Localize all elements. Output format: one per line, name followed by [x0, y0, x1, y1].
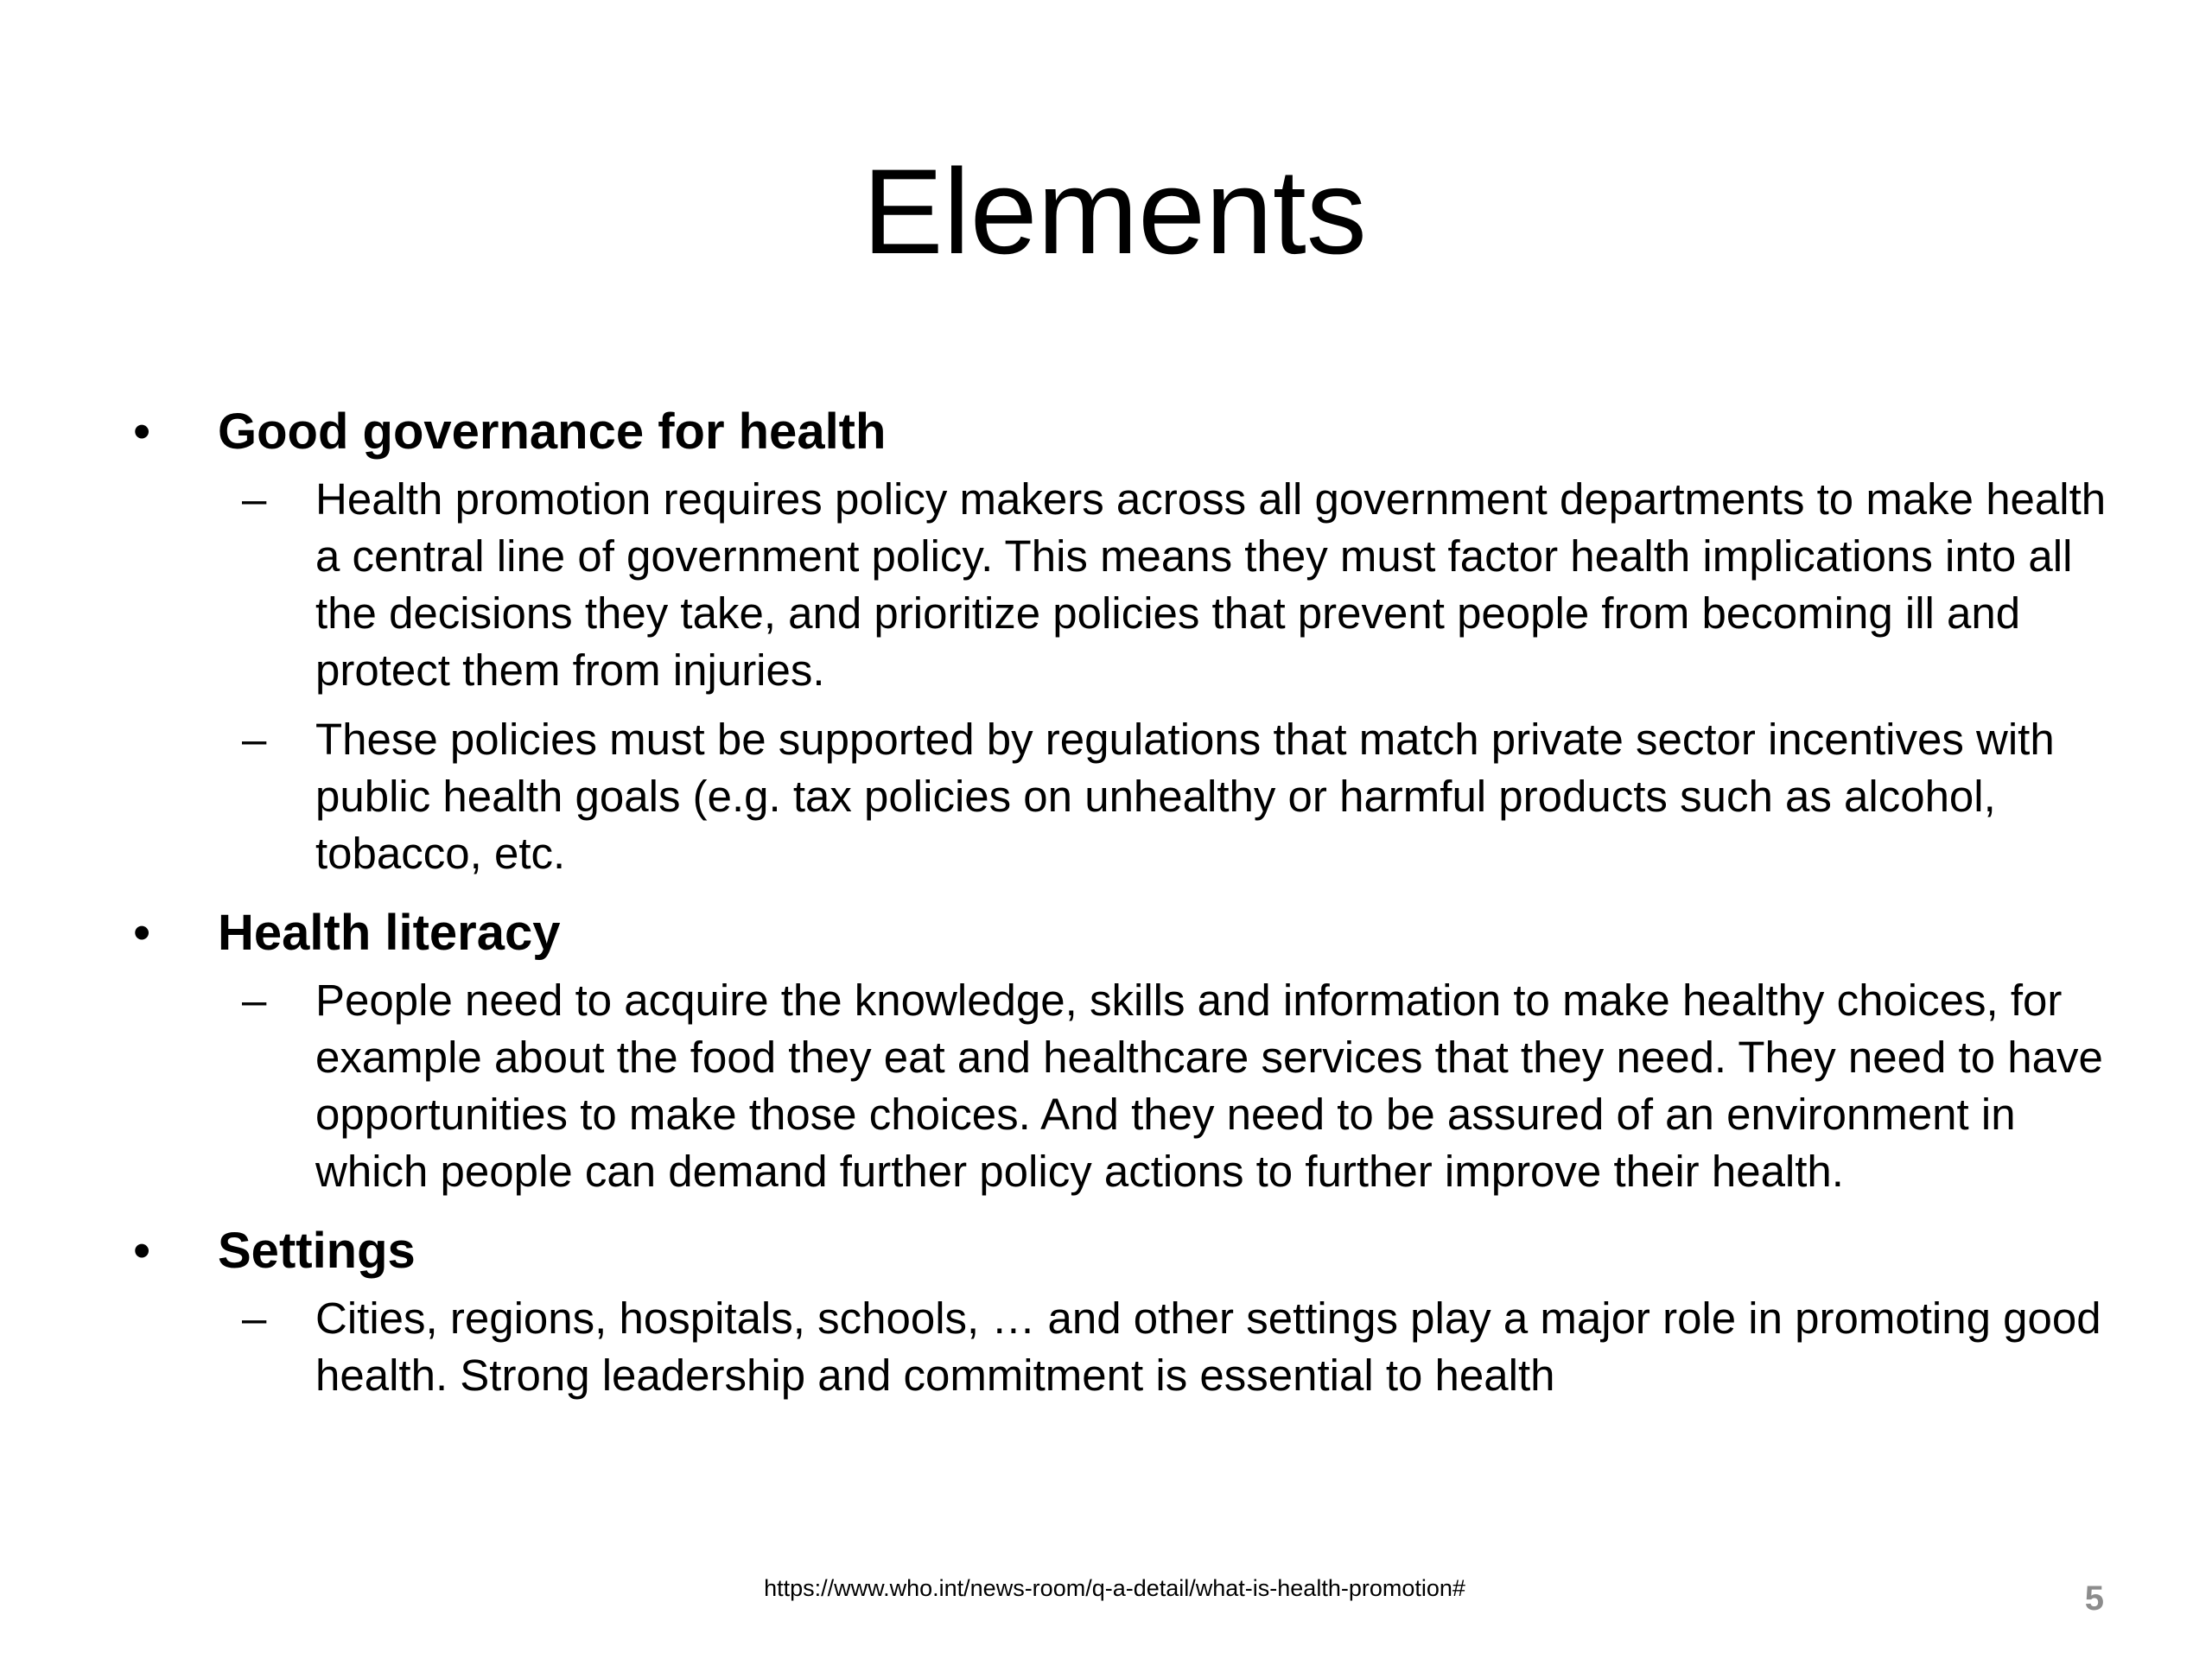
slide-number: 5	[2084, 1580, 2104, 1618]
sub-bullet-text: Cities, regions, hospitals, schools, … and other settings play a major role in promoting good health. Strong leadership and commitment is essential to health	[315, 1294, 2101, 1400]
bullet-dot-icon: •	[133, 905, 151, 961]
bullet-heading-text: Good governance for health	[218, 404, 887, 460]
slide-title: Elements	[862, 143, 1367, 279]
slide-content	[130, 393, 2117, 1416]
bullet-settings	[130, 1212, 2117, 1404]
sub-bullet	[130, 972, 2117, 1200]
bullet-health-literacy	[130, 894, 2117, 1200]
sub-bullet-text: These policies must be supported by regulations that match private sector incentives with public health goals (e.g. tax policies on unhealthy or harmful products such as alcohol, tobacco, etc.	[315, 715, 2055, 878]
bullet-heading	[130, 393, 2117, 471]
dash-icon: –	[242, 474, 267, 524]
bullet-heading-text: Settings	[218, 1223, 416, 1279]
sub-bullet	[130, 1290, 2117, 1404]
sub-bullet	[130, 471, 2117, 699]
sub-bullet	[130, 711, 2117, 882]
sub-bullet-text: Health promotion requires policy makers across all government departments to make health a central line of government policy. This means they must factor health implications into all the decisions they take, and prioritize policies that prevent people from becoming ill and protect them from injuries.	[315, 474, 2107, 695]
bullet-heading	[130, 1212, 2117, 1290]
sub-bullet-text: People need to acquire the knowledge, skills and information to make healthy choices, for example about the food they eat and healthcare services that they need. They need to have opportunities to make those choices. And they need to be assured of an environment in which people can demand further policy actions to further improve their health.	[315, 976, 2103, 1196]
bullet-heading	[130, 894, 2117, 972]
bullet-heading-text: Health literacy	[218, 905, 561, 961]
dash-icon: –	[242, 715, 267, 764]
dash-icon: –	[242, 1294, 267, 1343]
dash-icon: –	[242, 976, 267, 1025]
source-url-link[interactable]: https://www.who.int/news-room/q-a-detail/what-is-health-promotion#	[764, 1575, 1465, 1601]
bullet-dot-icon: •	[133, 404, 151, 460]
bullet-dot-icon: •	[133, 1223, 151, 1279]
bullet-good-governance	[130, 393, 2117, 882]
